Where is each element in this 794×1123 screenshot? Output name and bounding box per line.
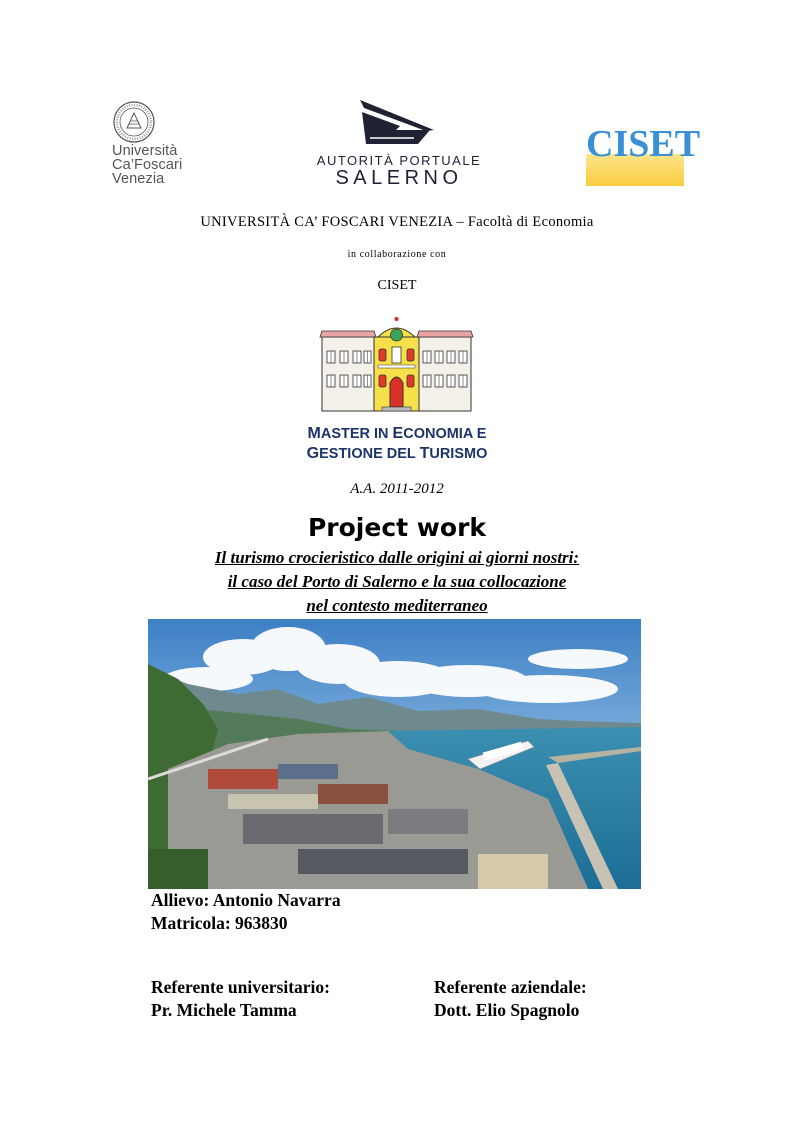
student-id: Matricola: 963830 xyxy=(151,913,288,933)
project-subtitle xyxy=(0,546,794,618)
port-authority-line1: AUTORITÀ PORTUALE xyxy=(316,153,482,168)
student-name: Allievo: Antonio Navarra xyxy=(151,890,341,910)
company-referent-name: Dott. Elio Spagnolo xyxy=(434,1000,580,1020)
company-referent xyxy=(434,976,587,1022)
university-logo xyxy=(110,100,200,195)
university-referent-label: Referente universitario: xyxy=(151,977,330,997)
university-seal-icon xyxy=(112,100,156,144)
university-referent-name: Pr. Michele Tamma xyxy=(151,1000,297,1020)
partner-line: CISET xyxy=(377,278,417,293)
master-title xyxy=(0,424,794,464)
university-name: Università Ca’Foscari Venezia xyxy=(112,143,183,187)
port-authority-logo xyxy=(316,100,482,192)
master-building-icon xyxy=(318,315,475,415)
subtitle-line: Il turismo crocieristico dalle origini ai giorni nostri: xyxy=(214,548,580,567)
ciset-logo-text: CISET xyxy=(586,123,701,165)
university-referent xyxy=(151,976,330,1022)
subtitle-line: il caso del Porto di Salerno e la sua collocazione xyxy=(227,572,567,591)
academic-year: A.A. 2011-2012 xyxy=(350,481,444,497)
student-info xyxy=(151,889,341,935)
port-authority-line2: SALERNO xyxy=(335,167,463,189)
project-title: Project work xyxy=(307,513,487,542)
company-referent-label: Referente aziendale: xyxy=(434,977,587,997)
subtitle-line: nel contesto mediterraneo xyxy=(306,596,488,615)
master-title-line2: GESTIONE DEL TURISMO xyxy=(306,445,488,462)
university-faculty-line: UNIVERSITÀ CA’ FOSCARI VENEZIA – Facoltà di Economia xyxy=(200,214,594,230)
port-authority-mark-icon xyxy=(356,100,438,146)
master-title-line1: MASTER IN ECONOMIA E xyxy=(307,425,487,442)
ciset-logo xyxy=(586,122,701,188)
port-of-salerno-photo xyxy=(148,619,641,889)
collaboration-line: in collaborazione con xyxy=(347,249,447,260)
